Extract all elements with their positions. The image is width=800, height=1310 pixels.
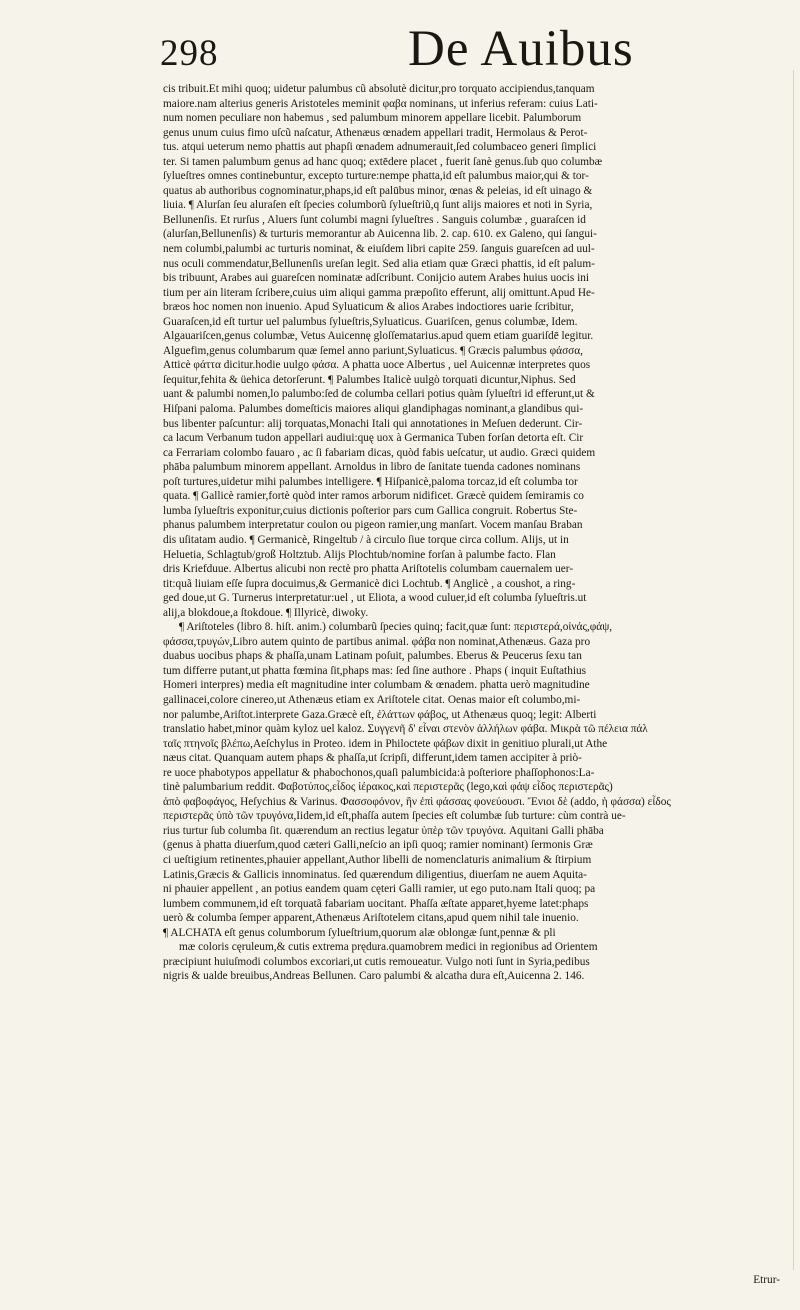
text-line: re uoce phabotypos appellatur & phabochonos,quaſi palumbicida:à poſteriore phaſſophonos:La- [163,766,595,779]
text-line: Algauariſcen,genus columbæ, Vetus Auicennę gloſſematarius.apud quem etiam guariſdē legitur. [163,330,594,343]
text-line: duabus uocibus phaps & phaſſa,unam Latinam poſuit, palumbes. Eberus & Peucerus ſexu tan [163,650,582,663]
text-line: næus citat. Quanquam autem phaps & phaſſa,ut ſcripſi, differunt,idem tamen accipiter à priò- [163,752,582,765]
text-line: phāba palumbum minorem appellant. Arnoldus in libro de ſanitate tuenda cadones nominans [163,461,581,474]
text-line: φάσσα,τρυγών,Libro autem quinto de partibus animal. φάβα non nominat,Athenæus. Gaza pro [163,635,591,648]
text-line: Guaraſcen,id eſt turtur uel palumbus ſylueſtris,Syluaticus. Guariſcen, genus columbæ, Idem. [163,315,578,328]
text-line: ci ueſtigium retinentes,phauier appellant,Author libelli de nomenclaturis animalium & ſtirpium [163,853,592,866]
page-number: 298 [160,33,219,74]
text-line: uerò & columba ſemper apparent,Athenæus Ariſtotelem citans,apud quem nihil tale inuenio. [163,912,579,925]
text-line: bis tribuunt, Arabes aui guareſcen nominatæ adſcribunt. Conijcio autem Arabes huius uocis ini [163,272,590,285]
text-line: ¶ ALCHATA eſt genus columborum ſylueſtrium,quorum alæ oblongæ ſunt,pennæ & pli [163,926,556,939]
text-line: phanus palumbem interpretatur coulon ou pigeon ramier,ung manſart. Vocem manſau Braban [163,519,583,532]
text-line: Atticè φάττα dicitur.hodie uulgo φάσα. A phatta uoce Albertus , uel Auicennæ interpretes quos [163,359,591,372]
running-title: De Auibus [408,21,634,77]
text-line: bræos hoc nomen non inuenio. Apud Syluaticum & alios Arabes indoctiores uarie ſcribitur, [163,301,574,314]
text-line: alij,a blokdoue,a ſtokdoue. ¶ Illyricè, diwoky. [163,606,369,619]
text-line: ſylueſtres omnes continebuntur, excepto turture:nempe phatta,id eſt palumbus maior,qui & tor- [163,170,589,183]
text-line: ter. Si tamen palumbum genus ad hanc quoq; extēdere placet , fuerit ſanè genus.ſub quo columbæ [163,155,603,168]
text-line: tum differre putant,ut phatta fœmina ſit,phaps mas: ſed ſine authore . Phaps ( inquit Euſtathius [163,664,587,677]
text-line: nor palumbe,Ariſtot.interprete Gaza.Græcè eſt, ἐλάττων φάβος, ut Athenæus quoq; legit: Alberti [163,708,597,721]
text-line: genus unum cuius fimo uſcũ naſcatur, Athenæus œnadem appellari tradit, Hermolaus & Perot- [163,126,588,139]
text-line: dis uſitatam audio. ¶ Germanicè, Ringeltub / à circulo ſiue torque circa collum. Alijs, ut in [163,533,569,546]
text-line: poſt turtures,uidetur mihi palumbes intelligere. ¶ Hiſpanicè,paloma torcaz,id eſt columba tor [163,475,578,488]
text-line: tit:quã liuiam eſſe ſupra docuimus,& Germanicè dici Lochtub. ¶ Anglicè , a coushot, a ring- [163,577,576,590]
text-line: Bellunenſis. Et rurſus , Aluers ſunt columbi magni ſylueſtres . Sanguis columbæ , guaraſcen id [163,213,586,226]
text-line: rius turtur ſub columba ſit. quærendum an rectius legatur ὑπὲρ τῶν τρυγόνα. Aquitani Galli phāba [163,824,604,837]
text-line: ni phauier appellent , an potius eandem quam cęteri Galli ramier, ut ego puto.nam Itali quoq; pa [163,883,596,896]
text-line: Homeri interpres) media eſt magnitudine inter columbam & œnadem. phatta uerò magnitudine [163,679,590,692]
text-line: quata. ¶ Gallicè ramier,fortè quòd inter ramos arborum nidificet. Græcè quidem ſemiramis co [163,490,584,503]
page-header [160,18,740,84]
body-text [163,82,785,984]
text-line: præcipiunt huiuſmodi columbos excoriari,ut cutis remoueatur. Vulgo noti ſunt in Syria,pedibus [163,955,590,968]
text-line: nus oculi commendatur,Bellunenſis ureſan legit. Sed alia etiam quæ Græci phattis, id eſt palum- [163,257,595,270]
text-line: lumbem communem,id eſt torquatã fabariam uocitant. Phaſſa æſtate apparet,hyeme latet:phaps [163,897,589,910]
text-line: ca Ferrariam colombo fauaro , ac ſi fabariam dicas, quòd fabis ueſcatur, ut audio. Græci quidem [163,446,596,459]
text-line: translatio habet,minor quàm kyloz uel kaloz. Συγγενῆ δ' εἶναι στενὸν ἀλλήλων φάβα. Μικρὰ τῶ πέλεια πάλ [163,723,648,736]
text-line: (genus à phatta diuerſum,quod cæteri Galli,neſcio an ipſi quoq; ramier nominant) ſermonis Græ [163,839,593,852]
text-line: ¶ Ariſtoteles (libro 8. hiſt. anim.) columbarũ ſpecies quinq; facit,quæ ſunt: περιστερά,οἰνάς,φάψ, [179,621,613,634]
text-line: dris Kriefduue. Albertus alicubi non rectè pro phatta Ariſtotelis columbam cauernalem uer- [163,563,574,576]
text-line: quatus ab authoribus cognominatur,phaps,id eſt palūbus minor, œnas & peleias, id eſt uinago & [163,184,593,197]
text-line: Alguefim,genus columbarum quæ ſemel anno pariunt,Syluaticus. ¶ Græcis palumbus φάσσα, [163,344,584,357]
text-line: ca lacum Verbanum tudon appellari audiui:quę uox à Germanica Tuben forſan detorta eſt. Cir [163,432,584,445]
text-line: cis tribuit.Et mihi quoq; uidetur palumbus cũ absolutè dicitur,pro torquato accipiendus,tanquam [163,83,595,95]
text-line: nigris & ualde breuibus,Andreas Bellunen. Caro palumbi & alcatha dura eſt,Auicenna 2. 146. [163,970,585,983]
text-line: ged doue,ut G. Turnerus interpretatur:uel , ut Eliota, a wood culuer,id eſt columba ſylueſtris.ut [163,592,587,605]
text-line: maiore.nam alterius generis Aristoteles meminit φαβα nominans, ut inferius referam: cuius Lati- [163,97,598,110]
text-line: tus. atqui ueterum nemo phattis aut phapſi œnadem adnumerauit,ſed columbaceo generi ſimplici [163,141,597,154]
page-edge [789,70,794,1270]
text-line: Latinis,Græcis & Gallicis innominatus. ſed quærendum diligentius, diuerſam ne auem Aquita- [163,868,587,881]
text-line: περιστερᾶς ὑπὸ τῶν τρυγόνα,Iidem,id eſt,phaſſa autem ſpecies eſt columbæ ſub turture: cùm contrà ue- [163,810,626,823]
text-line: bus libenter paſcuntur: alij torquatas,Monachi Itali qui annotationes in Meſuen dederunt. Cir- [163,417,583,430]
text-line: Hiſpani paloma. Palumbes domeſticis maiores aliqui glandiphagas nominant,a glandibus qui- [163,403,584,416]
text-line: Heluetia, Schlagtub/groß Holtztub. Alijs Plochtub/nomine forſan à palumbe facto. Flan [163,548,556,561]
text-line: ταῖς πτηνοῖς βλέπω,Aeſchylus in Proteo. idem in Philoctete φάβων dixit in genitiuo plurali,ut Athe [163,737,608,750]
text-line: ſequitur,fehita & üehica detorſerunt. ¶ Palumbes Italicè uulgò torquati dicuntur,Niphus. Sed [163,373,576,386]
text-line: liuia. ¶ Alurſan ſeu aluraſen eſt ſpecies columborũ ſylueſtriũ,q ſunt alijs maiores et noti in Syria, [163,199,593,212]
text-line: tinè palumbarium reddit. Φαβοτύπος,εἶδος ἱέρακος,καὶ περιστερᾶς (lego,καὶ φάψ εἶδος περιστερᾶς) [163,781,613,794]
text-line: ἀπὸ φαβοφάγος, Heſychius & Varinus. Φασσοφόνον, ἣν ἐπὶ φάσσας φονεύουσι. Ἔνιοι δὲ (addo, ἡ φάσσα) εἶδος [163,795,671,808]
catchword: Etrur- [753,1274,780,1286]
text-line: (alurſan,Bellunenſis) & turturis memorantur ab Auicenna lib. 2. cap. 610. ex Galeno, qui ſangui- [163,228,597,241]
text-line: num nomen peculiare non habemus , sed palumbum minorem appellare licebit. Palumborum [163,112,582,125]
text-line: uant & palumbi nomen,lo palumbo:ſed de columba cellari potius quàm ſylueſtri id efferunt,ut & [163,388,595,401]
text-line: lumba ſylueſtris exponitur,cuius dictionis poſterior pars cum Gallica congruit. Robertus Ste- [163,504,578,517]
text-line: gallinacei,colore cinereo,ut Athenæus etiam ex Ariſtotele citat. Oenas maior eſt columbo,mi- [163,693,581,706]
text-line: mæ coloris cęruleum,& cutis extrema prędura.quamobrem medici in regionibus ad Orientem [179,941,598,954]
text-line: nem columbi,palumbi ac turturis nominat, & eiuſdem libri capite 259. ſanguis guareſcen ad uul- [163,243,595,256]
text-line: tium per ain literam ſcribere,cuius uim aliqui gamma præpoſito efferunt, alij omittunt.Apud He- [163,286,595,299]
